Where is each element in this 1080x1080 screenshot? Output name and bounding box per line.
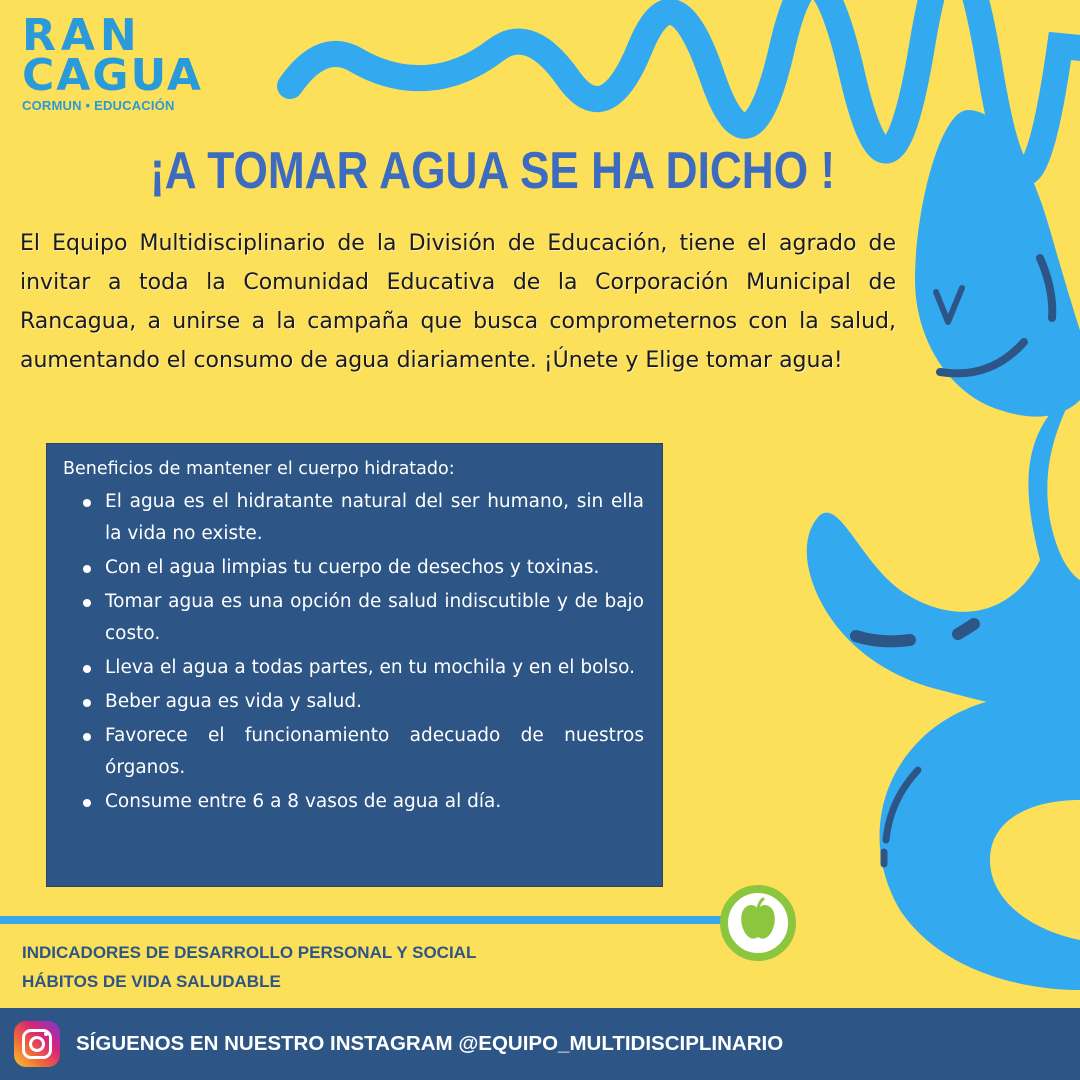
- apple-badge: [720, 885, 796, 961]
- page-title: ¡A TOMAR AGUA SE HA DICHO !: [150, 142, 836, 200]
- logo-line-1: RAN: [22, 10, 142, 61]
- intro-paragraph: El Equipo Multidisciplinario de la División de Educación, tiene el agrado de invitar a toda la Comunidad Educativa de la Corporación Municipal de Rancagua, a unirse a la campaña que busca comprometernos con la salud, aumentando el consumo de agua diariamente. ¡Únete y Elige tomar agua!: [20, 231, 896, 373]
- indicators-block: [22, 938, 476, 996]
- benefits-list: [63, 486, 644, 818]
- logo-subtitle: CORMUN • EDUCACIÓN: [22, 98, 175, 113]
- benefit-item: Tomar agua es una opción de salud indiscutible y de bajo costo.: [63, 586, 644, 650]
- divider-line: [0, 916, 730, 924]
- indicators-line-1: INDICADORES DE DESARROLLO PERSONAL Y SOCIAL: [22, 943, 477, 962]
- indicators-line-2: HÁBITOS DE VIDA SALUDABLE: [22, 972, 281, 991]
- benefit-item: Consume entre 6 a 8 vasos de agua al día.: [63, 786, 644, 818]
- benefit-item: Con el agua limpias tu cuerpo de desechos y toxinas.: [63, 552, 644, 584]
- instagram-follow-text[interactable]: SÍGUENOS EN NUESTRO INSTAGRAM @EQUIPO_MULTIDISCIPLINARIO: [76, 1032, 784, 1055]
- middle-swirl-shape: [807, 380, 1080, 709]
- rancagua-logo: [22, 10, 203, 113]
- apple-icon: [728, 893, 788, 953]
- benefits-title: Beneficios de mantener el cuerpo hidratado:: [63, 459, 455, 479]
- bottom-swirl-shape: [880, 690, 1080, 990]
- benefit-item: Favorece el funcionamiento adecuado de nuestros órganos.: [63, 720, 644, 784]
- benefit-item: El agua es el hidratante natural del ser humano, sin ella la vida no existe.: [63, 486, 644, 550]
- swirl-detail-shape: [856, 636, 910, 641]
- footer-bar: [0, 1008, 1080, 1080]
- benefit-item: Beber agua es vida y salud.: [63, 686, 644, 718]
- benefit-item: Lleva el agua a todas partes, en tu mochila y en el bolso.: [63, 652, 644, 684]
- instagram-icon[interactable]: [14, 1021, 60, 1067]
- logo-line-2: CAGUA: [22, 50, 203, 101]
- benefits-box: [46, 443, 663, 887]
